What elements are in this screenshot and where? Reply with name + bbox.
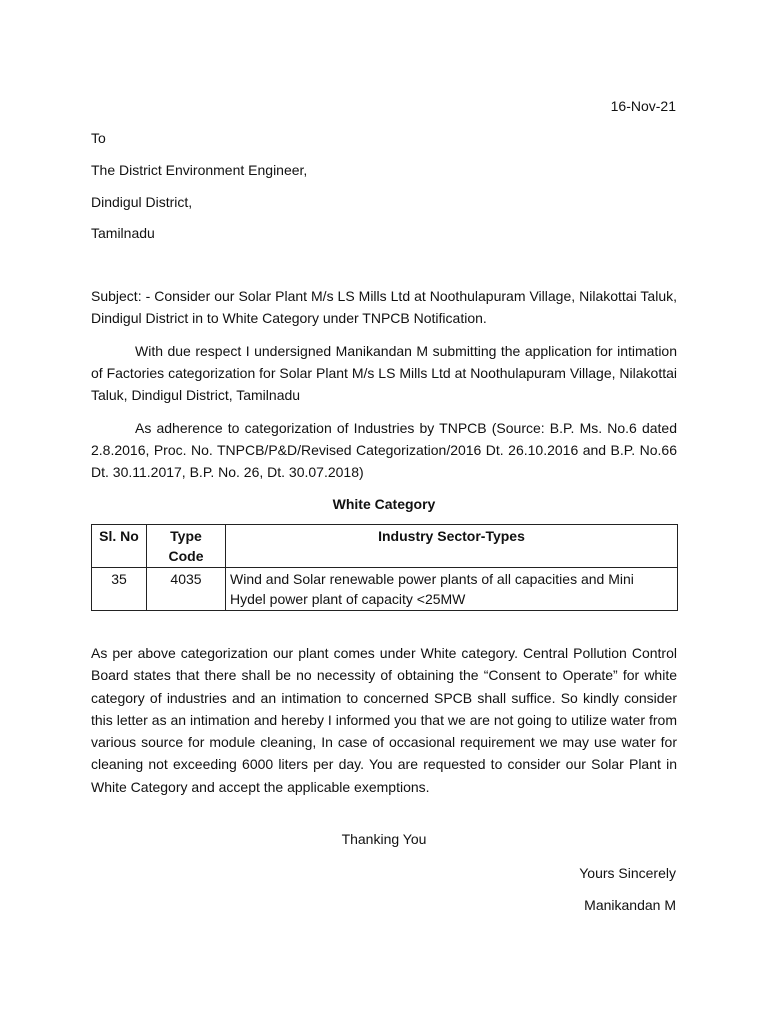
closing-line: Yours Sincerely	[579, 865, 676, 881]
cell-industry-sector: Wind and Solar renewable power plants of all capacities and Mini Hydel power plant of capacity <25MW	[226, 568, 678, 611]
header-industry-sector: Industry Sector-Types	[226, 525, 678, 568]
letter-date: 16-Nov-21	[610, 98, 676, 114]
thanks-line: Thanking You	[341, 831, 427, 847]
cell-sl-no: 35	[92, 568, 147, 611]
table-title: White Category	[332, 496, 436, 512]
to-label: To	[91, 130, 106, 146]
source-paragraph: As adherence to categorization of Industries by TNPCB (Source: B.P. Ms. No.6 dated 2.8.2016, Proc. No. TNPCB/P&D/Revised Categorization/2016 Dt. 26.10.2016 and B.P. No.66 Dt. 30.11.2017, B.P. No. 26, Dt. 30.07.2018)	[91, 420, 677, 480]
cell-type-code: 4035	[147, 568, 226, 611]
body-paragraph: As per above categorization our plant comes under White category. Central Pollution Control Board states that there shall be no necessity of obtaining the “Consent to Operate” for white category of industries and an intimation to concerned SPCB shall suffice. So kindly consider this letter as an intimation and hereby I informed you that we are not going to utilize water from various source for module cleaning, In case of occasional requirement we may use water for cleaning not exceeding 6000 liters per day. You are requested to consider our Solar Plant in White Category and accept the applicable exemptions.	[91, 645, 677, 795]
header-type-code: Type Code	[147, 525, 226, 568]
subject-line: Subject: - Consider our Solar Plant M/s LS Mills Ltd at Noothulapuram Village, Nilakottai Taluk, Dindigul District in to White Category under TNPCB Notification.	[91, 288, 677, 326]
intro-paragraph: With due respect I undersigned Manikandan M submitting the application for intimation of Factories categorization for Solar Plant M/s LS Mills Ltd at Noothulapuram Village, Nilakottai Taluk, Dindigul District, Tamilnadu	[91, 343, 677, 403]
recipient-district: Dindigul District,	[91, 194, 193, 210]
header-sl-no: Sl. No	[92, 525, 147, 568]
signer-name: Manikandan M	[584, 897, 676, 913]
recipient-title: The District Environment Engineer,	[91, 162, 308, 178]
table-row	[92, 568, 678, 611]
category-table	[91, 524, 678, 611]
table-header-row	[92, 525, 678, 568]
recipient-state: Tamilnadu	[91, 225, 155, 241]
